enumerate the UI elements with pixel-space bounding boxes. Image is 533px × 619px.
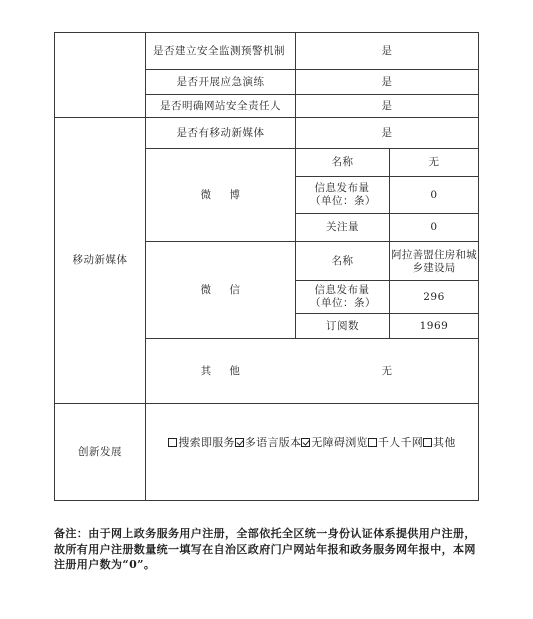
option-personalized[interactable]: 千人千网: [368, 436, 423, 449]
checkbox-unchecked-icon[interactable]: [168, 438, 177, 447]
question-monitoring-warning: 是否建立安全监测预警机制: [153, 44, 285, 57]
checkbox-checked-icon[interactable]: [301, 438, 310, 447]
checkbox-unchecked-icon[interactable]: [423, 438, 432, 447]
weibo-followers-value: 0: [430, 221, 438, 233]
question-security-officer: 是否明确网站安全责任人: [160, 99, 281, 112]
other-label: 其 他: [200, 364, 241, 377]
wechat-posts-label: 信息发布量（单位：条）: [310, 284, 376, 309]
checkbox-checked-icon[interactable]: [235, 438, 244, 447]
answer-monitoring-warning: 是: [381, 44, 393, 57]
innovation-options: [146, 404, 478, 480]
weibo-label: 微 博: [200, 188, 241, 201]
option-other[interactable]: 其他: [423, 436, 456, 449]
weibo-posts-value: 0: [430, 188, 438, 201]
weibo-name-label: 名称: [331, 156, 354, 168]
wechat-subs-label: 订阅数: [326, 319, 359, 332]
answer-has-mobile: 是: [381, 126, 393, 139]
answer-security-officer: 是: [381, 99, 393, 112]
wechat-name-value: 阿拉善盟住房和城乡建设局: [391, 248, 477, 274]
wechat-posts-value: 296: [423, 290, 445, 303]
other-value: 无: [381, 364, 393, 377]
weibo-name-value: 无: [428, 156, 440, 168]
mobile-section-label: 移动新媒体: [72, 254, 128, 266]
checkbox-unchecked-icon[interactable]: [368, 438, 377, 447]
innovation-label: 创新发展: [78, 445, 122, 458]
option-search-service[interactable]: 搜索即服务: [168, 436, 235, 449]
wechat-subs-value: 1969: [419, 319, 449, 332]
wechat-name-label: 名称: [331, 254, 354, 267]
weibo-followers-label: 关注量: [326, 221, 359, 233]
option-accessibility[interactable]: 无障碍浏览: [301, 436, 368, 449]
question-emergency-drill: 是否开展应急演练: [176, 75, 265, 88]
weibo-posts-label: 信息发布量（单位：条）: [310, 182, 376, 207]
option-multilingual[interactable]: 多语言版本: [235, 436, 302, 449]
footnote: 备注：由于网上政务服务用户注册，全部依托全区统一身份认证体系提供用户注册，故所有用户注册数量统一填写在自治区政府门户网站年报和政务服务网年报中，本网注册用户数为“0”。: [54, 527, 476, 571]
answer-emergency-drill: 是: [381, 75, 393, 88]
question-has-mobile: 是否有移动新媒体: [176, 126, 265, 139]
wechat-label: 微 信: [200, 283, 241, 296]
